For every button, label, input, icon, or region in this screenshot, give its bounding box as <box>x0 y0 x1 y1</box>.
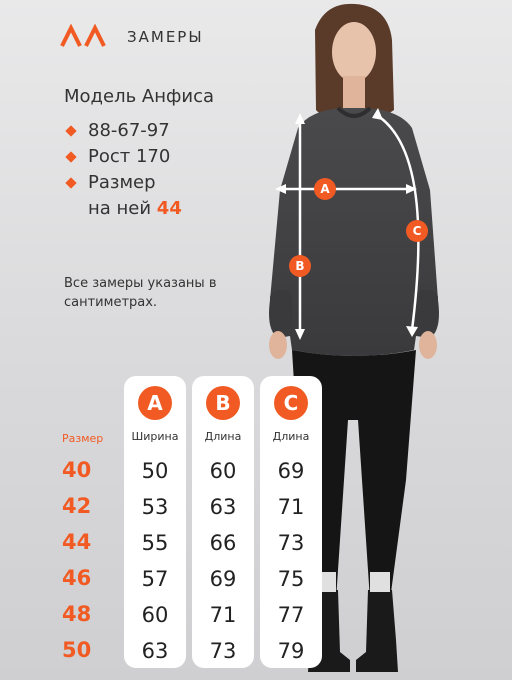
table-cell: 50 <box>141 459 169 483</box>
model-size-prefix: на ней <box>88 198 157 219</box>
column-letter-badge: A <box>138 386 172 420</box>
column-c-length <box>260 376 322 668</box>
size-row: 40 <box>62 458 92 482</box>
units-note: Все замеры указаны в сантиметрах. <box>64 276 217 310</box>
table-cell: 75 <box>277 567 305 591</box>
size-row: 50 <box>62 638 92 662</box>
size-list <box>62 452 91 668</box>
table-cell: 73 <box>209 639 237 663</box>
size-row: 42 <box>62 494 92 518</box>
size-column-header: Размер <box>62 432 104 445</box>
column-b-length <box>192 376 254 668</box>
model-size-label: Размер <box>88 172 156 193</box>
model-height: Рост 170 <box>64 144 182 170</box>
model-size-value: 44 <box>156 198 182 219</box>
model-measurements: 88-67-97 <box>64 118 182 144</box>
measure-marker-a: A <box>314 178 336 200</box>
column-label: Длина <box>272 430 310 443</box>
size-row: 46 <box>62 566 92 590</box>
table-cell: 71 <box>277 495 305 519</box>
table-cell: 73 <box>277 531 305 555</box>
column-letter-badge: C <box>274 386 308 420</box>
table-cell: 60 <box>141 603 169 627</box>
brand-title: ЗАМЕРЫ <box>127 28 204 46</box>
table-cell: 57 <box>141 567 169 591</box>
table-cell: 77 <box>277 603 305 627</box>
table-cell: 66 <box>209 531 237 555</box>
table-cell: 63 <box>141 639 169 663</box>
table-cell: 71 <box>209 603 237 627</box>
table-cell: 55 <box>141 531 169 555</box>
table-cell: 79 <box>277 639 305 663</box>
column-a-width <box>124 376 186 668</box>
size-row: 44 <box>62 530 92 554</box>
model-params-list <box>64 118 182 222</box>
column-label: Длина <box>204 430 242 443</box>
table-cell: 60 <box>209 459 237 483</box>
column-label: Ширина <box>131 430 179 443</box>
measure-marker-c: C <box>406 220 428 242</box>
column-letter-badge: B <box>206 386 240 420</box>
table-cell: 69 <box>277 459 305 483</box>
model-size <box>64 170 182 222</box>
model-name: Модель Анфиса <box>64 86 214 107</box>
table-cell: 53 <box>141 495 169 519</box>
size-row: 48 <box>62 602 92 626</box>
brand-logo-icon <box>60 24 110 48</box>
table-cell: 69 <box>209 567 237 591</box>
measure-marker-b: B <box>289 255 311 277</box>
table-cell: 63 <box>209 495 237 519</box>
